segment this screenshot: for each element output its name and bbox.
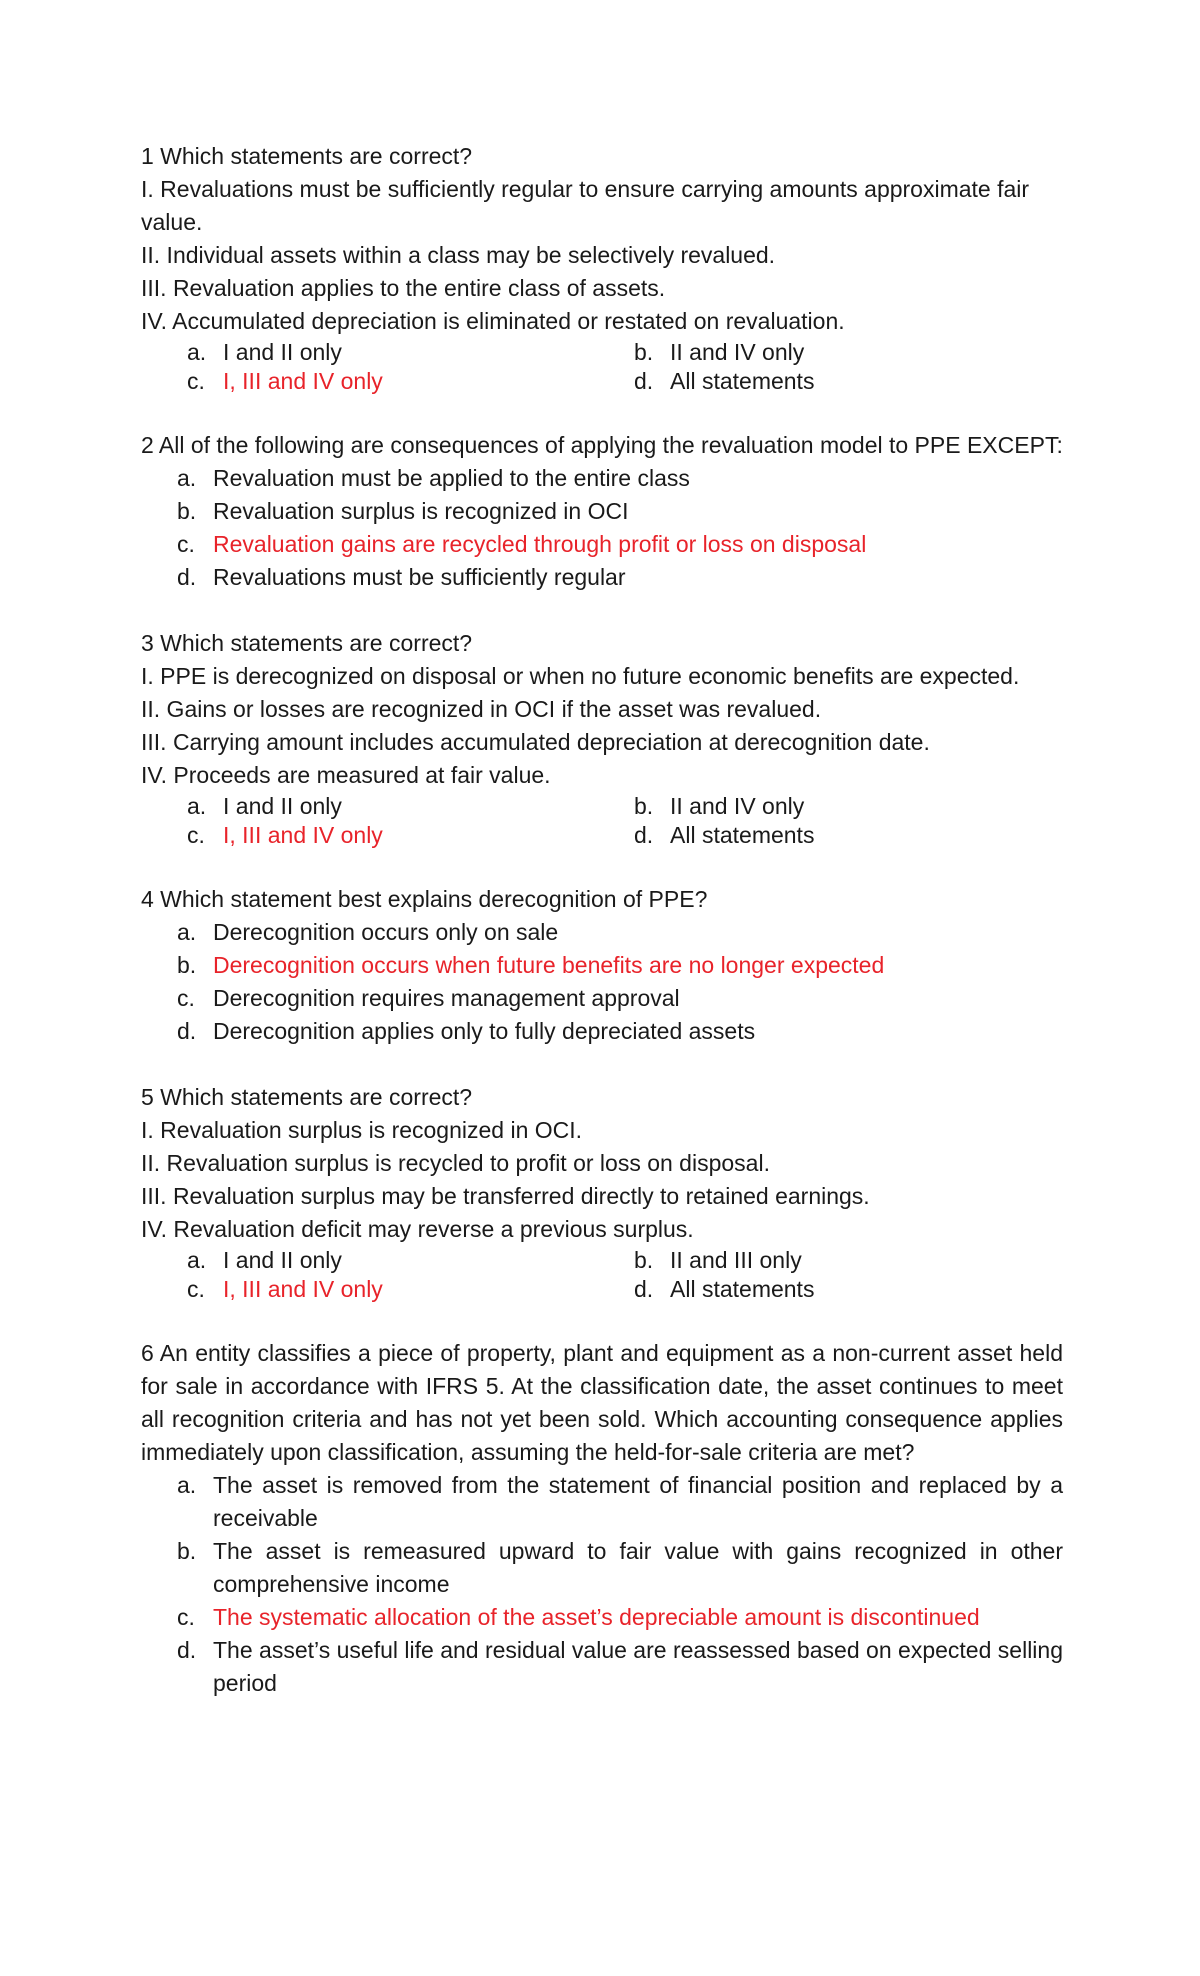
- option-text: The asset is remeasured upward to fair value with gains recognized in other comprehensive income: [213, 1538, 1063, 1597]
- option-grid: [141, 792, 1063, 850]
- option-letter: c.: [187, 822, 205, 848]
- option-b: [625, 792, 1063, 821]
- option-d: [141, 561, 1063, 594]
- option-text: Revaluation surplus is recognized in OCI: [213, 498, 629, 524]
- option-text: All statements: [670, 368, 815, 394]
- option-letter: b.: [634, 793, 654, 819]
- statement: II. Revaluation surplus is recycled to profit or loss on disposal.: [141, 1150, 770, 1176]
- option-letter: c.: [177, 531, 195, 557]
- statement: IV. Revaluation deficit may reverse a previous surplus.: [141, 1216, 694, 1242]
- option-c: [141, 528, 1063, 561]
- option-text-correct: I, III and IV only: [223, 822, 383, 848]
- option-letter: c.: [187, 1276, 205, 1302]
- option-letter: c.: [177, 1604, 195, 1630]
- option-d: [141, 1015, 1063, 1048]
- option-a: [187, 792, 625, 821]
- option-d: [625, 1275, 1063, 1304]
- option-grid: [141, 1246, 1063, 1304]
- option-text: II and IV only: [670, 339, 805, 365]
- option-text: Derecognition requires management approval: [213, 985, 680, 1011]
- option-list: [141, 916, 1063, 1048]
- option-letter: d.: [177, 1018, 197, 1044]
- option-c: [187, 1275, 625, 1304]
- question-stem: 5 Which statements are correct?: [141, 1084, 473, 1110]
- question-6: [141, 1337, 1063, 1700]
- option-text-correct: The systematic allocation of the asset’s depreciable amount is discontinued: [213, 1604, 980, 1630]
- option-letter: b.: [634, 1247, 654, 1273]
- option-c: [141, 982, 1063, 1015]
- option-text: All statements: [670, 822, 815, 848]
- option-letter: a.: [177, 1472, 197, 1498]
- option-letter: a.: [187, 1247, 207, 1273]
- statement: IV. Proceeds are measured at fair value.: [141, 762, 551, 788]
- option-a: [187, 1246, 625, 1275]
- option-a: [187, 338, 625, 367]
- option-letter: b.: [634, 339, 654, 365]
- option-text: All statements: [670, 1276, 815, 1302]
- question-stem: 6 An entity classifies a piece of property, plant and equipment as a non-current asset held for sale in accordance with IFRS 5. At the classification date, the asset continues to meet all recognition criteria and has not yet been sold. Which accounting consequence applies immediately upon classification, assuming the held-for-sale criteria are met?: [141, 1340, 1063, 1465]
- option-b: [141, 1535, 1063, 1601]
- statement: I. Revaluation surplus is recognized in OCI.: [141, 1117, 583, 1143]
- option-letter: a.: [177, 465, 197, 491]
- question-stem: 4 Which statement best explains derecognition of PPE?: [141, 886, 708, 912]
- option-letter: c.: [177, 985, 195, 1011]
- question-5: [141, 1081, 1063, 1304]
- option-list: [141, 462, 1063, 594]
- option-letter: b.: [177, 498, 197, 524]
- option-text: Revaluation must be applied to the entire class: [213, 465, 690, 491]
- question-4: [141, 883, 1063, 1048]
- option-b: [141, 495, 1063, 528]
- option-letter: a.: [177, 919, 197, 945]
- statement: I. PPE is derecognized on disposal or when no future economic benefits are expected.: [141, 663, 1020, 689]
- option-d: [625, 821, 1063, 850]
- option-b: [625, 1246, 1063, 1275]
- option-letter: a.: [187, 339, 207, 365]
- option-text: The asset is removed from the statement of financial position and replaced by a receivable: [213, 1472, 1063, 1531]
- option-letter: d.: [634, 368, 654, 394]
- option-c: [187, 821, 625, 850]
- statement: I. Revaluations must be sufficiently regular to ensure carrying amounts approximate fair value.: [141, 176, 1030, 235]
- statement-list: [141, 173, 1063, 338]
- option-c: [141, 1601, 1063, 1634]
- statement: II. Gains or losses are recognized in OCI if the asset was revalued.: [141, 696, 822, 722]
- option-text: The asset’s useful life and residual value are reassessed based on expected selling period: [213, 1637, 1063, 1696]
- option-a: [141, 1469, 1063, 1535]
- statement: II. Individual assets within a class may be selectively revalued.: [141, 242, 776, 268]
- option-text: II and IV only: [670, 793, 805, 819]
- question-2: [141, 429, 1063, 594]
- statement-list: [141, 660, 1063, 792]
- statement: III. Revaluation surplus may be transferred directly to retained earnings.: [141, 1183, 870, 1209]
- option-letter: d.: [634, 822, 654, 848]
- option-text-correct: I, III and IV only: [223, 368, 383, 394]
- option-text-correct: I, III and IV only: [223, 1276, 383, 1302]
- question-stem: 2 All of the following are consequences of applying the revaluation model to PPE EXCEPT:: [141, 432, 1063, 458]
- statement: IV. Accumulated depreciation is eliminated or restated on revaluation.: [141, 308, 845, 334]
- question-list: [141, 140, 1063, 1700]
- option-text-correct: Derecognition occurs when future benefits are no longer expected: [213, 952, 885, 978]
- statement: III. Revaluation applies to the entire class of assets.: [141, 275, 666, 301]
- option-letter: b.: [177, 1538, 197, 1564]
- option-c: [187, 367, 625, 396]
- option-text: Derecognition occurs only on sale: [213, 919, 559, 945]
- question-3: [141, 627, 1063, 850]
- option-letter: d.: [177, 564, 197, 590]
- option-b: [625, 338, 1063, 367]
- statement: III. Carrying amount includes accumulated depreciation at derecognition date.: [141, 729, 930, 755]
- option-text: Revaluations must be sufficiently regular: [213, 564, 626, 590]
- option-d: [141, 1634, 1063, 1700]
- option-text: Derecognition applies only to fully depreciated assets: [213, 1018, 756, 1044]
- question-1: [141, 140, 1063, 396]
- statement-list: [141, 1114, 1063, 1246]
- option-text: I and II only: [223, 1247, 342, 1273]
- option-text: I and II only: [223, 339, 342, 365]
- option-text-correct: Revaluation gains are recycled through profit or loss on disposal: [213, 531, 867, 557]
- option-letter: d.: [634, 1276, 654, 1302]
- option-d: [625, 367, 1063, 396]
- option-letter: b.: [177, 952, 197, 978]
- option-letter: a.: [187, 793, 207, 819]
- option-a: [141, 916, 1063, 949]
- option-grid: [141, 338, 1063, 396]
- option-letter: c.: [187, 368, 205, 394]
- option-letter: d.: [177, 1637, 197, 1663]
- option-text: II and III only: [670, 1247, 802, 1273]
- question-stem: 1 Which statements are correct?: [141, 143, 473, 169]
- option-b: [141, 949, 1063, 982]
- question-stem: 3 Which statements are correct?: [141, 630, 473, 656]
- option-list: [141, 1469, 1063, 1700]
- option-a: [141, 462, 1063, 495]
- option-text: I and II only: [223, 793, 342, 819]
